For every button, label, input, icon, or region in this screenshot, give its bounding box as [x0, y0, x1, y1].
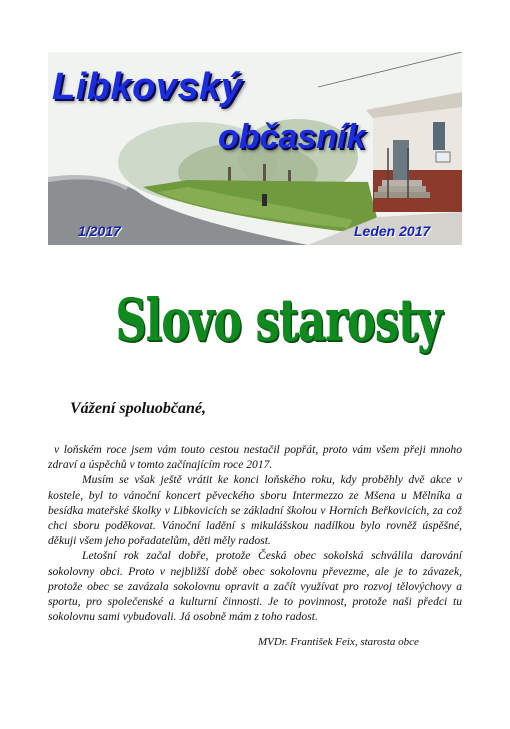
issue-number: 1/2017	[78, 223, 121, 239]
signature: MVDr. František Feix, starosta obce	[258, 636, 419, 648]
article-body	[48, 442, 462, 624]
greeting: Vážení spoluobčané,	[70, 400, 207, 417]
paragraph: Musím se však ještě vrátit ke konci loňského roku, kdy proběhly dvě akce v kostele, byl to vánoční koncert pěveckého sboru Intermezzo ze Mšena u Mělníka a besídka mateřské školky v Libkovicích se základní školou v Horních Beřkovicích, za což chci sboru poděkovat. Vánoční ladění s mikulášskou nadílkou bylo rovněž úspěšné, děkuji všem jeho pořadatelům, děti měly radost.	[48, 473, 462, 548]
paragraph: v loňském roce jsem vám touto cestou nestačil popřát, proto vám všem přeji mnoho zdraví a úspěchů v tomto začínajícím roce 2017.	[48, 443, 462, 472]
masthead-title-line2: občasník	[218, 118, 366, 156]
masthead-banner	[48, 52, 462, 245]
paragraph: Letošní rok začal dobře, protože Česká obec sokolská schválila darování sokolovny obci. Proto v nejbližší době obec sokolovnu převezme, ale je to závazek, protože obec se zavázala sokolovnu opravit a začít využívat pro rozvoj tělovýchovy a sportu, pro společenské a kulturní činnosti. Je to povinnost, protože naši předci tu sokolovnu sami vybudovali. Já osobně mám z toho radost.	[48, 549, 462, 624]
masthead-title-line1: Libkovský	[52, 66, 243, 108]
issue-date: Leden 2017	[354, 223, 431, 239]
headline: Slovo starosty	[115, 286, 442, 354]
